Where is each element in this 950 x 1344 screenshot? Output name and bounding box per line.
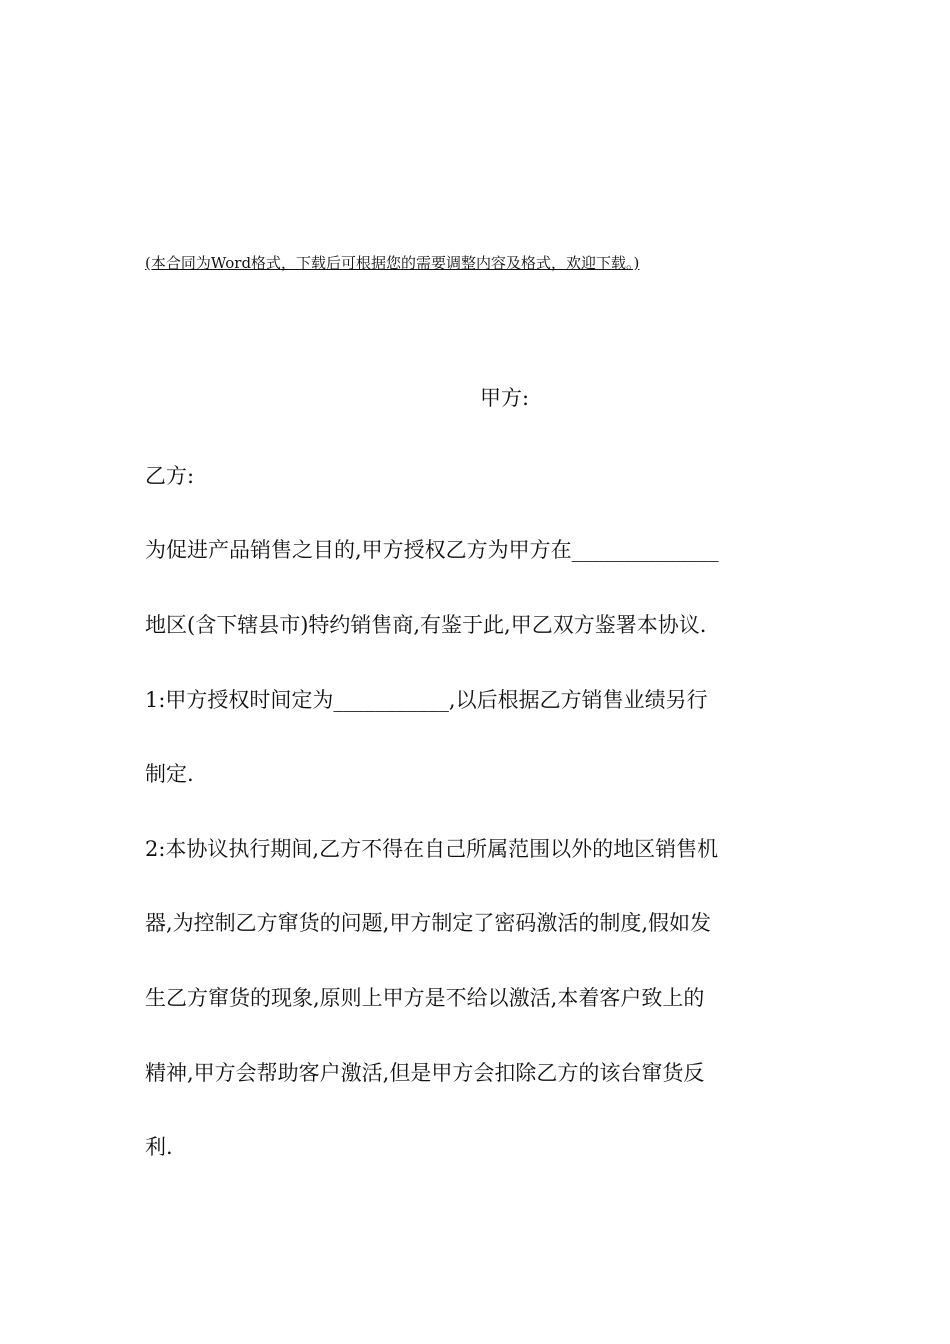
party-b-label: 乙方: — [145, 464, 195, 488]
clause-1-line-1: 1:甲方授权时间定为___________,以后根据乙方销售业绩另行 — [145, 688, 708, 712]
clause-2-line-1: 2:本协议执行期间,乙方不得在自己所属范围以外的地区销售机 — [145, 837, 719, 861]
clause-2-line-5: 利. — [145, 1135, 173, 1159]
body-line-1: 为促进产品销售之目的,甲方授权乙方为甲方在______________ — [145, 538, 719, 562]
clause-2-line-2: 器,为控制乙方窜货的问题,甲方制定了密码激活的制度,假如发 — [145, 911, 712, 935]
clause-2-line-4: 精神,甲方会帮助客户激活,但是甲方会扣除乙方的该台窜货反 — [145, 1061, 705, 1085]
format-notice: (本合同为Word格式，下载后可根据您的需要调整内容及格式，欢迎下载。) — [145, 254, 640, 272]
clause-1-line-2: 制定. — [145, 762, 194, 786]
party-a-label: 甲方: — [480, 386, 530, 410]
clause-2-line-3: 生乙方窜货的现象,原则上甲方是不给以激活,本着客户致上的 — [145, 986, 705, 1010]
body-line-2: 地区(含下辖县市)特约销售商,有鉴于此,甲乙双方鉴署本协议. — [145, 613, 707, 637]
